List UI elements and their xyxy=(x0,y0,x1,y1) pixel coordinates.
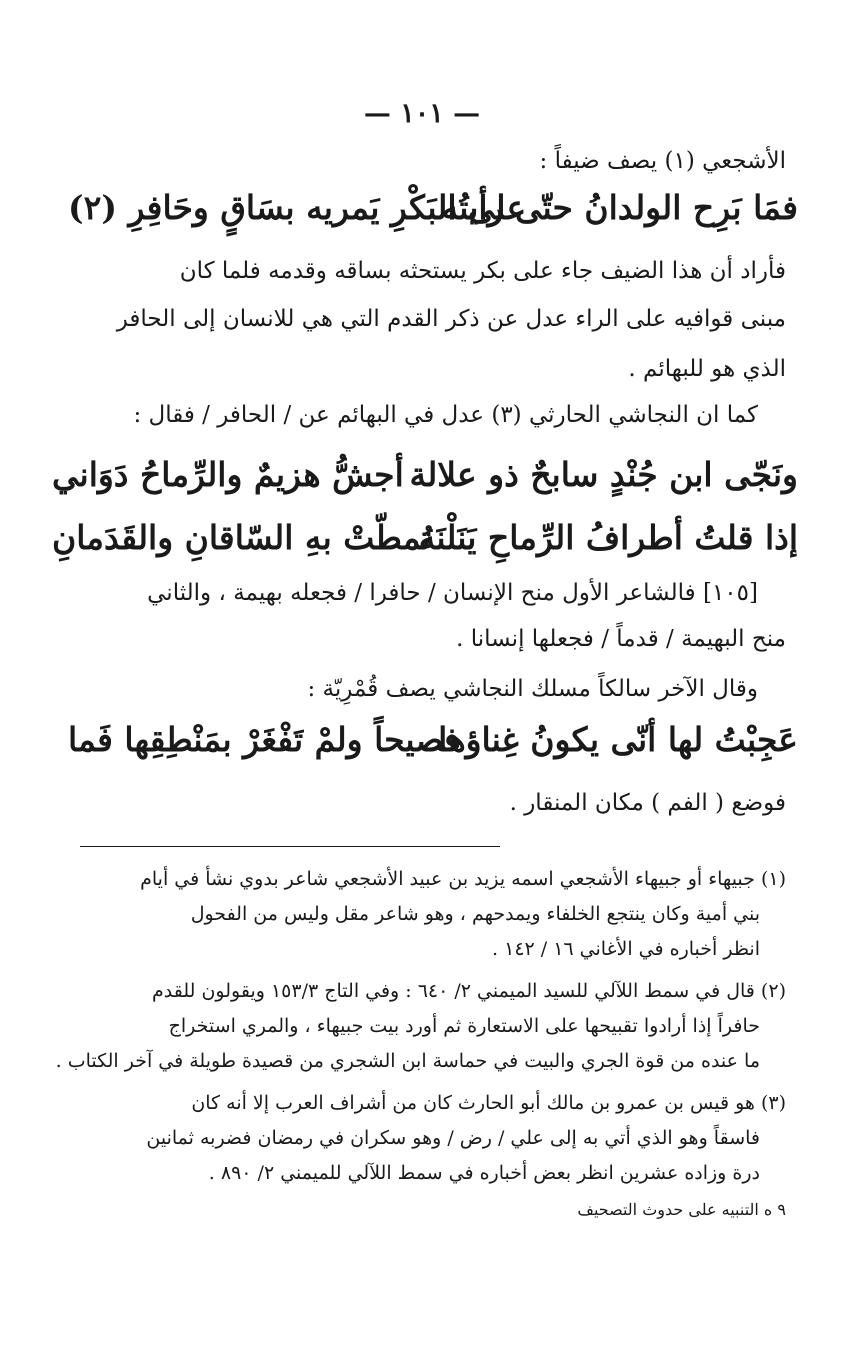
footnote-separator xyxy=(80,846,500,847)
intro-line: الأشجعي (١) يصف ضيفاً : xyxy=(539,148,786,174)
footnote-1-line-2: بني أمية وكان ينتجع الخلفاء ويمدحهم ، وهو شاعر مقل وليس من الفحول xyxy=(190,903,760,925)
poem2-verse1-right: ونَجّى ابن جُنْدٍ سابحٌ ذو علالة xyxy=(409,455,798,494)
page-number: — ١٠١ — xyxy=(363,98,481,129)
explanation-line-3: الذي هو للبهائم . xyxy=(628,356,786,382)
footnote-2-line-3: ما عنده من قوة الجري والبيت في حماسة ابن الشجري من قصيدة طويلة في آخر الكتاب . xyxy=(55,1050,760,1072)
footnote-1-line-3: انظر أخباره في الأغاني ١٦ / ١٤٢ . xyxy=(492,938,760,960)
other-poet-intro: وقال الآخر سالكاً مسلك النجاشي يصف قُمْرِيّة : xyxy=(307,676,758,702)
conclusion-line: فوضع ( الفم ) مكان المنقار . xyxy=(509,790,786,816)
footnote-3-line-2: فاسقاً وهو الذي أتي به إلى علي / رض / وهو سكران في رمضان فضربه ثمانين xyxy=(146,1127,760,1149)
signature-line: ٩ ه التنبيه على حدوث التصحيف xyxy=(577,1200,786,1219)
explanation-line-2: مبنى قوافيه على الراء عدل عن ذكر القدم التي هي للانسان إلى الحافر xyxy=(116,306,786,332)
poem3-verse-left: فصيحاً ولمْ تَفْغَرْ بمَنْطِقِها فَما xyxy=(68,720,460,759)
footnote-3-line-3: درة وزاده عشرين انظر بعض أخباره في سمط اللآلي للميمني ٢/ ٨٩٠ . xyxy=(208,1162,760,1184)
footnote-1-line-1: (١) جبيهاء أو جبيهاء الأشجعي اسمه يزيد بن عبيد الأشجعي شاعر بدوي نشأ في أيام xyxy=(140,868,786,890)
footnote-3-line-1: (٣) هو قيس بن عمرو بن مالك أبو الحارث كان من أشراف العرب إلا أنه كان xyxy=(191,1092,786,1114)
analysis-line-2: منح البهيمة / قدماً / فجعلها إنسانا . xyxy=(456,626,786,652)
poem1-verse-right: فمَا بَرِح الولدانُ حتّى رأيتُه xyxy=(441,188,798,227)
poem2-verse2-right: إذا قلتُ أطرافُ الرِّماحِ يَنَلْنَهُ xyxy=(418,518,798,557)
analysis-line-1: [١٠٥] فالشاعر الأول منح الإنسان / حافرا / فجعله بهيمة ، والثاني xyxy=(147,580,758,606)
explanation-line-1: فأراد أن هذا الضيف جاء على بكر يستحثه بساقه وقدمه فلما كان xyxy=(179,258,786,284)
najashi-intro: كما ان النجاشي الحارثي (٣) عدل في البهائم عن / الحافر / فقال : xyxy=(133,402,758,428)
poem3-verse-right: عَجِبْتُ لها أنّى يكونُ غِناؤها xyxy=(438,720,798,759)
footnote-2-line-1: (٢) قال في سمط اللآلي للسيد الميمني ٢/ ٦٤٠ : وفي التاج ١٥٣/٣ ويقولون للقدم xyxy=(152,980,786,1002)
footnote-2-line-2: حافراً إذا أرادوا تقبيحها على الاستعارة ثم أورد بيت جبيهاء ، والمري استخراج xyxy=(168,1015,760,1037)
poem2-verse1-left: أجشُّ هزيمٌ والرِّماحُ دَوَاني xyxy=(52,455,404,494)
poem1-verse-left: على البَكْرِ يَمريه بسَاقٍ وحَافِرِ (٢) xyxy=(68,188,527,227)
poem2-verse2-left: تمطّتْ بهِ السّاقانِ والقَدَمانِ xyxy=(52,518,432,557)
